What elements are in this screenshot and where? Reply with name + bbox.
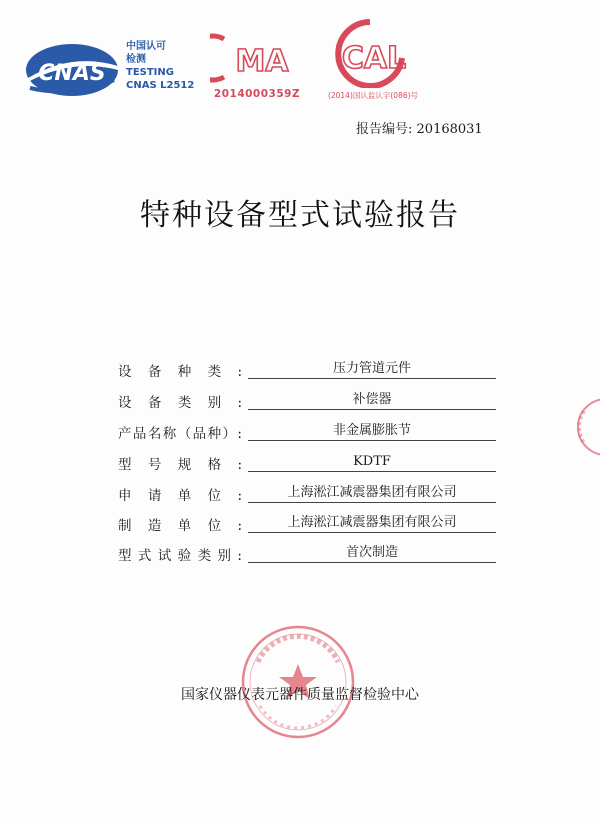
cnas-line: CNAS L2512: [126, 80, 195, 91]
field-value: 上海淞江减震器集团有限公司: [248, 483, 496, 503]
cma-code: 2014000359Z: [213, 88, 301, 100]
field-value: 非金属膨胀节: [248, 421, 496, 441]
cal-code: (2014)国认监认字(086)号: [327, 91, 419, 100]
cnas-line: TESTING: [126, 67, 174, 78]
report-number: [356, 118, 483, 137]
cnas-logo: [22, 40, 122, 104]
field-row-test-type: [118, 544, 498, 566]
field-label: 产品名称（品种）:: [118, 426, 242, 442]
field-value: 上海淞江减震器集团有限公司: [248, 513, 496, 533]
field-row-product-name: [118, 422, 498, 444]
official-seal: [238, 622, 358, 742]
cal-logo-text: CAL: [341, 41, 407, 76]
field-row-model-spec: [118, 453, 498, 475]
cal-logo: [330, 18, 410, 88]
field-row-equipment-category: [118, 360, 498, 382]
field-label: 申 请 单 位 :: [118, 488, 242, 504]
cnas-line: 检测: [126, 54, 146, 65]
cnas-line: 中国认可: [126, 41, 166, 52]
field-value: KDTF: [248, 452, 496, 472]
cma-logo: [210, 33, 302, 83]
field-label: 设 备 类 别 :: [118, 395, 242, 411]
issuing-organization: 国家仪器仪表元器件质量监督检验中心: [181, 687, 419, 703]
field-label: 制 造 单 位 :: [118, 518, 242, 534]
page-title: 特种设备型式试验报告: [140, 198, 460, 233]
report-number-value: 20168031: [416, 122, 483, 137]
edge-seal-fragment: [560, 395, 600, 459]
field-label: 型 号 规 格 :: [118, 457, 242, 473]
cnas-logo-text: CNAS: [38, 61, 106, 86]
report-number-label: 报告编号:: [356, 122, 413, 137]
field-label: 型式试验类别:: [118, 548, 242, 564]
field-value: 补偿器: [248, 390, 496, 410]
field-row-applicant: [118, 484, 498, 506]
field-label: 设 备 种 类 :: [118, 364, 242, 380]
field-value: 首次制造: [248, 543, 496, 563]
cnas-accreditation-text: [126, 40, 206, 92]
field-row-equipment-class: [118, 391, 498, 413]
cma-logo-text: MA: [235, 44, 289, 79]
field-value: 压力管道元件: [248, 359, 496, 379]
field-row-manufacturer: [118, 514, 498, 536]
